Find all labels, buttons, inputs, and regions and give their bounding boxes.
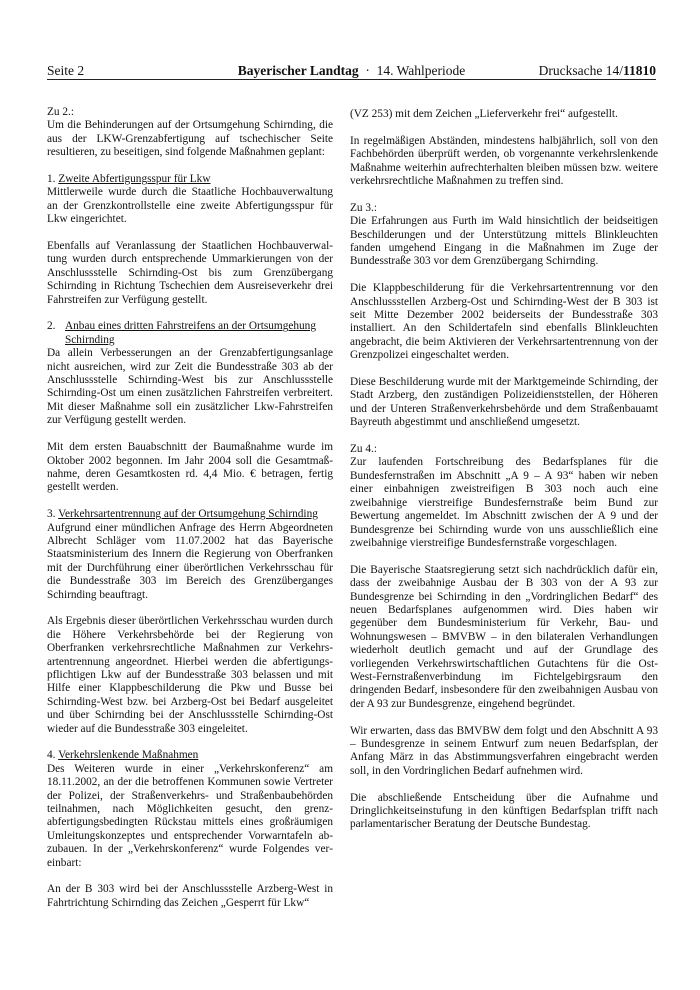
legislative-period: 14. Wahlperiode <box>376 63 466 78</box>
item-number: 3. <box>47 508 56 521</box>
page-header <box>47 58 656 80</box>
paragraph: Mit dem ersten Bauabschnitt der Baumaßnahme wurde im Oktober 2002 begonnen. Im Jahr 2004 soll die Gesamtmaßnahme, deren Gesamtkosten rd. 4,4 Mio. € betragen, fertig gestellt werden. <box>47 441 333 494</box>
paragraph: In regelmäßigen Abständen, mindestens halbjährlich, soll von den Fachbehörden überprüft werden, ob vorgenannte verkehrslenkende Maßnahme weiterhin aufrechterhalten bleiben müssen bzw. weitere verkehrsrechtliche Maßnahmen zu treffen sind. <box>350 134 658 188</box>
section-heading-zu3: Zu 3.: <box>350 201 377 214</box>
parliament-name: Bayerischer Landtag <box>237 63 359 78</box>
document-number <box>539 63 656 79</box>
paragraph: Da allein Verbesserungen an der Grenzabfertigungsanlage nicht ausreichen, wird zur Zeit die Bundesstraße 303 ab der Anschlussstelle Schirnding-West bis zur Anschlussstelle Schirnding-Ost um einen zusätzlichen Fahrstreifen verbreitert. Mit dieser Maßnahme soll ein zusätzlicher Lkw-Fahrstreifen zur Verfügung gestellt werden. <box>47 347 333 427</box>
item-title: Zweite Abfertigungsspur für Lkw <box>58 173 211 186</box>
left-column <box>47 106 333 924</box>
paragraph: Aufgrund einer mündlichen Anfrage des Herrn Abgeordneten Albrecht Schläger vom 11.07.2002 hat das Bayerische Staatsministerium des Innern die Regierung von Oberfranken mit der Durchführung einer überörtlichen Verkehrsschau für die Bundesstraße 303 im Bereich des Grenzüberganges Schirnding beauftragt. <box>47 521 333 601</box>
doc-prefix: Drucksache 14/ <box>538 63 623 78</box>
paragraph: Diese Beschilderung wurde mit der Marktgemeinde Schirnding, der Stadt Arzberg, den zuständigen Polizeidienststellen, der Höheren und der Unteren Straßenverkehrsbehörde und dem Straßenbauamt Bayreuth abgestimmt und anschließend umgesetzt. <box>350 376 658 429</box>
item-title: Verkehrslenkende Maßnahmen <box>58 749 199 762</box>
section-heading-zu4: Zu 4.: <box>350 443 377 456</box>
item-title: Verkehrsartentrennung auf der Ortsumgehung Schirnding <box>58 508 318 521</box>
paragraph: Zur laufenden Fortschreibung des Bedarfsplanes für die Bundesfernstraßen im Abschnitt „A 9 – A 93“ haben wir neben einer einbahnigen zweistreifigen B 303 noch auch eine zweibahnige vierstreifige Bundesfernstraße beim Bund zur Bewertung angemeldet. Im Abschnitt zwischen der A 9 und der Bundesgrenze bei Schirnding wurde von uns ausschließlich eine zweibahnige vierstreifige Bundesfernstraße vorgeschlagen. <box>350 456 658 549</box>
paragraph: Die Erfahrungen aus Furth im Wald hinsichtlich der beidseitigen Beschilderungen und der Unterstützung mittels Blinkleuchten fanden umgehend Eingang in die Maßnahmen im Zuge der Bundesstraße 303 vor dem Grenzübergang Schirnding. <box>350 215 658 268</box>
header-separator: · <box>365 63 370 78</box>
paragraph: Als Ergebnis dieser überörtlichen Verkehrsschau wurden durch die Höhere Verkehrsbehörde bei der Regierung von Oberfranken verkehrsrechtliche Maßnahmen zur Verkehrsartentrennung angeordnet. Hierbei werden die abfertigungspflichtigen Lkw auf der Bundesstraße 303 belassen und mit Hilfe einer Klappbeschilderung die Pkw und Busse bei Schirnding-West bzw. bei Arzberg-Ost bei Bedarf ausgeleitet und über Schirnding bei der Anschlussstelle Schirnding-Ost wieder auf die Bundesstraße 303 eingeleitet. <box>47 615 333 735</box>
page-number: Seite 2 <box>47 63 85 78</box>
item-heading-4 <box>47 749 333 762</box>
paragraph: An der B 303 wird bei der Anschlussstelle Arzberg-West in Fahrtrichtung Schirnding das Zeichen „Gesperrt für Lkw“ <box>47 883 333 909</box>
item-number: 2. <box>47 320 56 333</box>
item-heading-2 <box>47 320 333 347</box>
item-number: 4. <box>47 749 56 762</box>
right-column <box>350 108 658 845</box>
header-rule <box>47 79 656 80</box>
doc-number-value: 11810 <box>622 63 656 78</box>
item-heading-3 <box>47 508 333 521</box>
item-title: Anbau eines dritten Fahrstreifens an der Ortsumgehung Schirnding <box>65 320 316 346</box>
paragraph: Die abschließende Entscheidung über die Aufnahme und Dringlichkeitseinstufung in den künftigen Bedarfsplan trifft nach parlamentarischer Beratung der Deutsche Bundestag. <box>350 791 658 831</box>
paragraph: Wir erwarten, dass das BMVBW dem folgt und den Abschnitt A 93 – Bundesgrenze in seinem Entwurf zum neuen Bedarfsplan, der Anfang März in das Abstimmungsverfahren eingebracht werden soll, in den Vordringlichen Bedarf aufnehmen wird. <box>350 724 658 777</box>
paragraph: Die Klappbeschilderung für die Verkehrsartentrennung vor den Anschlussstellen Arzberg-Ost und Schirnding-West der B 303 ist seit Mitte Dezember 2002 beiderseits der Bundesstraße 303 installiert. An den Schildertafeln sind ebenfalls Blinkleuchten angebracht, die beim Aktivieren der Verkehrsartentrennung von der Grenzpolizei eingeschaltet werden. <box>350 282 658 362</box>
paragraph: Des Weiteren wurde in einer „Verkehrskonferenz“ am 18.11.2002, an der die betroffenen Kommunen sowie Vertreter der Polizei, der Straßenverkehrs- und Straßenbaubehörden teilnahmen, nach Möglichkeiten gesucht, den grenzabfertigungsbedingten Rückstau mittels eines großräumigen Umleitungskonzeptes und entsprechender Vorwarntafeln abzubauen. In der „Verkehrskonferenz“ wurde Folgendes vereinbart: <box>47 762 333 869</box>
paragraph: Um die Behinderungen auf der Ortsumgehung Schirnding, die aus der LKW-Grenzabfertigung auf tschechischer Seite resultieren, zu beseitigen, sind folgende Maßnahmen geplant: <box>47 119 333 159</box>
item-heading-1 <box>47 173 333 186</box>
paragraph: (VZ 253) mit dem Zeichen „Lieferverkehr frei“ aufgestellt. <box>350 108 618 120</box>
paragraph: Die Bayerische Staatsregierung setzt sich nachdrücklich dafür ein, dass der zweibahnige Ausbau der B 303 von der A 93 zur Bundesgrenze bei Schirnding in den „Vordringlichen Bedarf“ des neuen Bedarfsplanes aufgenommen wird. Dies haben wir gegenüber dem Bundesministerium für Verkehr, Bau- und Wohnungswesen – BMVBW – in den bilateralen Verhandlungen wiederholt deutlich gemacht und auf der Grundlage des vorliegenden Verkehrswirtschaftlichen Gutachtens für die Ost-West-Fernstraßenverbindung im Fichtelgebirgsraum den dringenden Bedarf, insbesondere für den zweibahnigen Ausbau von der A 93 zur Bundesgrenze, eingehend begründet. <box>350 563 658 710</box>
section-heading-zu2: Zu 2.: <box>47 106 74 118</box>
item-number: 1. <box>47 173 56 186</box>
paragraph: Ebenfalls auf Veranlassung der Staatlichen Hochbauverwaltung wurden durch entsprechende Ummarkierungen von der Anschlussstelle Schirnding-Ost bis zum Grenzübergang Schirnding in Richtung Tschechien dem Ausreiseverkehr drei Fahrstreifen zur Verfügung gestellt. <box>47 240 333 306</box>
paragraph: Mittlerweile wurde durch die Staatliche Hochbauverwaltung an der Grenzkontrollstelle eine zweite Abfertigungsspur für Lkw eingerichtet. <box>47 186 333 226</box>
